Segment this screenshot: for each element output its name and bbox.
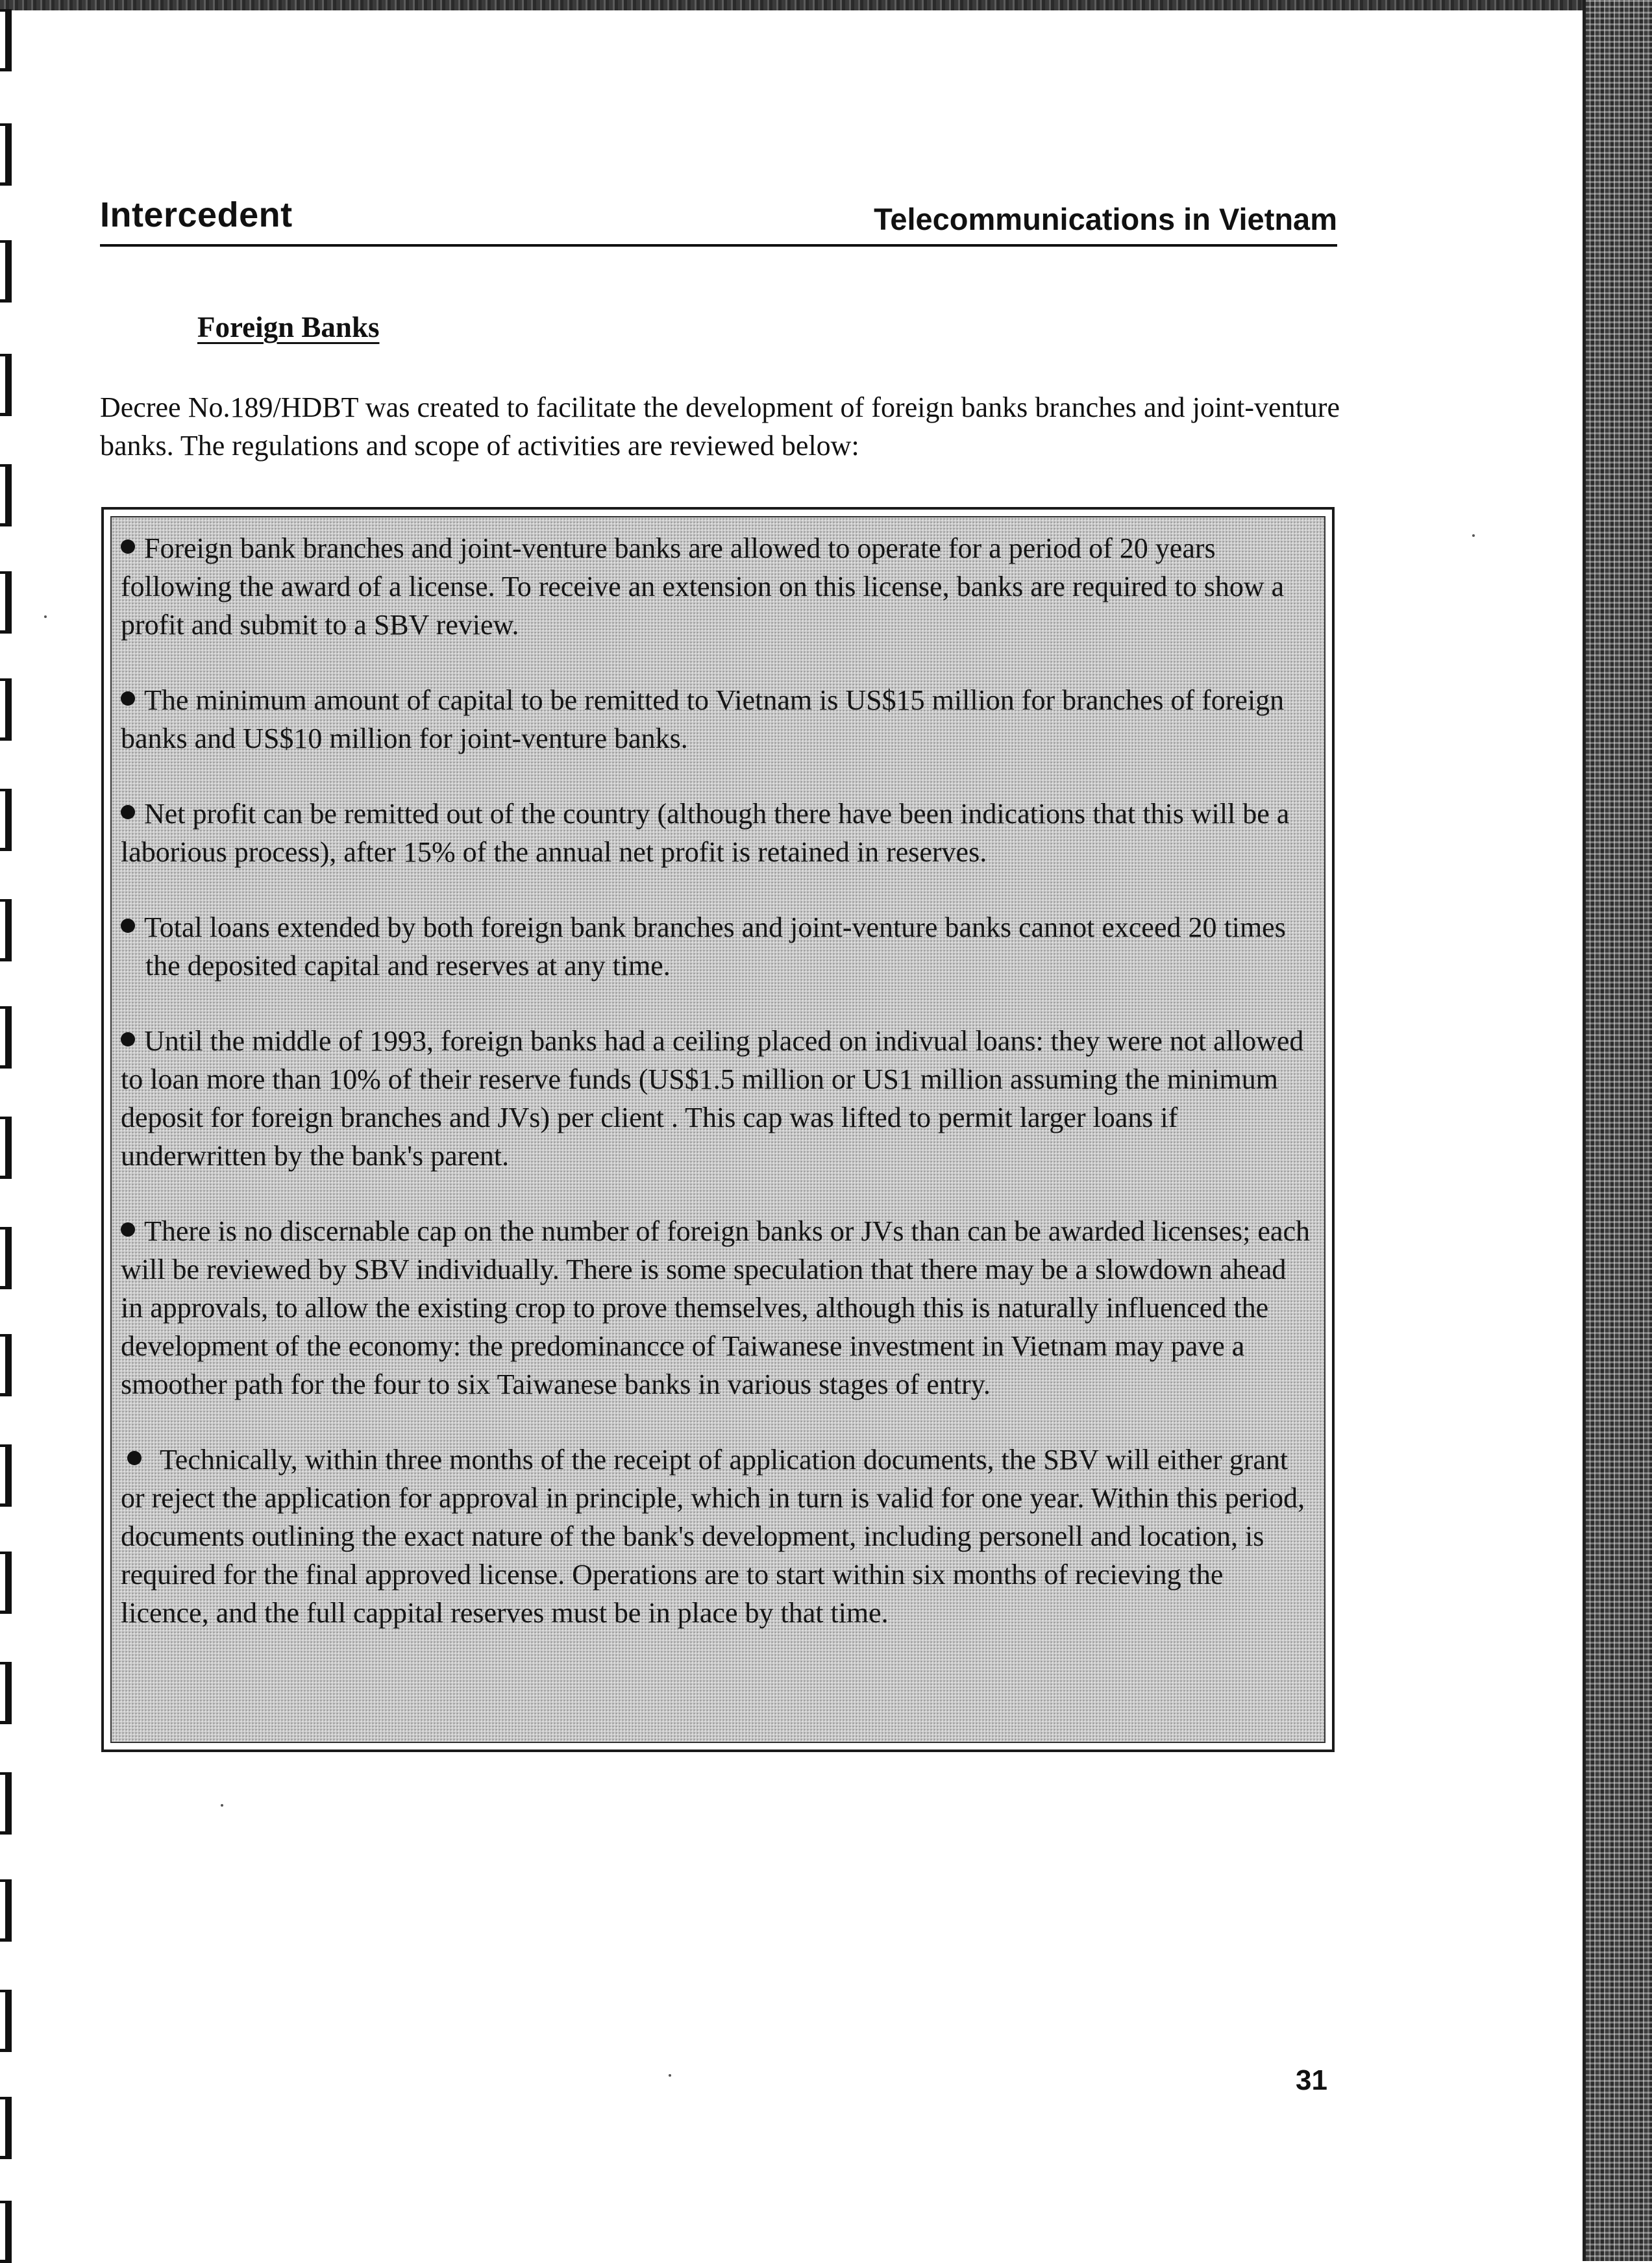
scan-speck (669, 2074, 671, 2077)
bullet-text: The minimum amount of capital to be remitted to Vietnam is US$15 million for branches of foreign banks and US$10 million for joint-venture banks. (121, 684, 1285, 754)
bullet-icon (121, 1222, 135, 1237)
binding-mark (0, 9, 12, 71)
page-number: 31 (1296, 2064, 1327, 2096)
binding-mark (0, 1006, 12, 1069)
binding-mark (0, 789, 12, 851)
binding-mark (0, 1117, 12, 1179)
bullet-icon (121, 539, 135, 554)
bullet-icon (121, 919, 135, 933)
intro-paragraph: Decree No.189/HDBT was created to facilitate the development of foreign banks branches and joint-venture banks. The regulations and scope of activities are reviewed below: (100, 391, 1340, 462)
binding-mark (0, 899, 12, 961)
bullet-text: Net profit can be remitted out of the country (although there have been indications that this will be a laborious process), after 15% of the annual net profit is retained in reserves. (121, 798, 1290, 868)
regulations-box-shading (110, 516, 1325, 1743)
bullet-text: Technically, within three months of the receipt of application documents, the SBV will either grant or reject the application for approval in principle, which in turn is valid for one year. Within this period, documents outlining the exact nature of the bank's development, including personell and location, is required for the final approved license. Operations are to start within six months of recieving the licence, and the full cappital reserves must be in place by that time. (121, 1444, 1305, 1629)
header-company-name: Intercedent (100, 195, 293, 234)
scan-speck (44, 615, 47, 618)
bullet-text: There is no discernable cap on the number of foreign banks or JVs than can be awarded licenses; each will be reviewed by SBV individually. There is some speculation that there may be a slowdown ahead in approvals, to allow the existing crop to prove themselves, although this is naturally influenced the development of the economy: the predominancce of Taiwanese investment in Vietnam may pave a smoother path for the four to six Taiwanese banks in various stages of entry. (121, 1215, 1310, 1400)
binding-mark (0, 2201, 12, 2263)
binding-mark (0, 1879, 12, 1942)
list-item (121, 1022, 1315, 1175)
bullet-icon (121, 691, 135, 706)
bullet-icon (127, 1451, 142, 1465)
section-heading: Foreign Banks (197, 311, 380, 343)
binding-holes (0, 0, 19, 2261)
binding-mark (0, 354, 12, 416)
bullet-text: Total loans extended by both foreign bank branches and joint-venture banks cannot exceed 20 times the deposited capital and reserves at any time. (144, 911, 1286, 982)
list-item (121, 681, 1315, 758)
binding-mark (0, 1552, 12, 1614)
list-item (121, 795, 1315, 871)
bullet-icon (121, 805, 135, 819)
binding-mark (0, 1334, 12, 1396)
binding-mark (0, 1444, 12, 1507)
binding-mark (0, 464, 12, 526)
regulations-box (101, 507, 1335, 1752)
bullet-icon (121, 1032, 135, 1046)
list-item (121, 1441, 1315, 1632)
bullet-text: Until the middle of 1993, foreign banks had a ceiling placed on indivual loans: they were not allowed to loan more than 10% of their reserve funds (US$1.5 million or US1 million assuming the minimum deposit for foreign branches and JVs) per client . This cap was lifted to permit larger loans if underwritten by the bank's parent. (121, 1025, 1304, 1172)
binding-mark (0, 1772, 12, 1835)
list-item (121, 529, 1315, 644)
binding-mark (0, 571, 12, 634)
binding-mark (0, 678, 12, 741)
binding-mark (0, 1990, 12, 2052)
scan-speck (221, 1804, 223, 1807)
header-rule (100, 244, 1337, 247)
binding-mark (0, 1227, 12, 1289)
header-report-title: Telecommunications in Vietnam (874, 202, 1337, 236)
list-item (121, 908, 1315, 985)
scan-binding-edge (1586, 0, 1652, 2261)
list-item (121, 1212, 1315, 1404)
scan-top-edge (0, 0, 1584, 10)
scan-speck (1472, 534, 1475, 537)
binding-mark (0, 123, 12, 186)
regulations-list (121, 529, 1315, 1669)
binding-mark (0, 240, 12, 303)
bullet-text: Foreign bank branches and joint-venture banks are allowed to operate for a period of 20 years following the award of a license. To receive an extension on this license, banks are required to show a profit and submit to a SBV review. (121, 532, 1285, 641)
binding-mark (0, 1662, 12, 1724)
binding-mark (0, 2097, 12, 2159)
